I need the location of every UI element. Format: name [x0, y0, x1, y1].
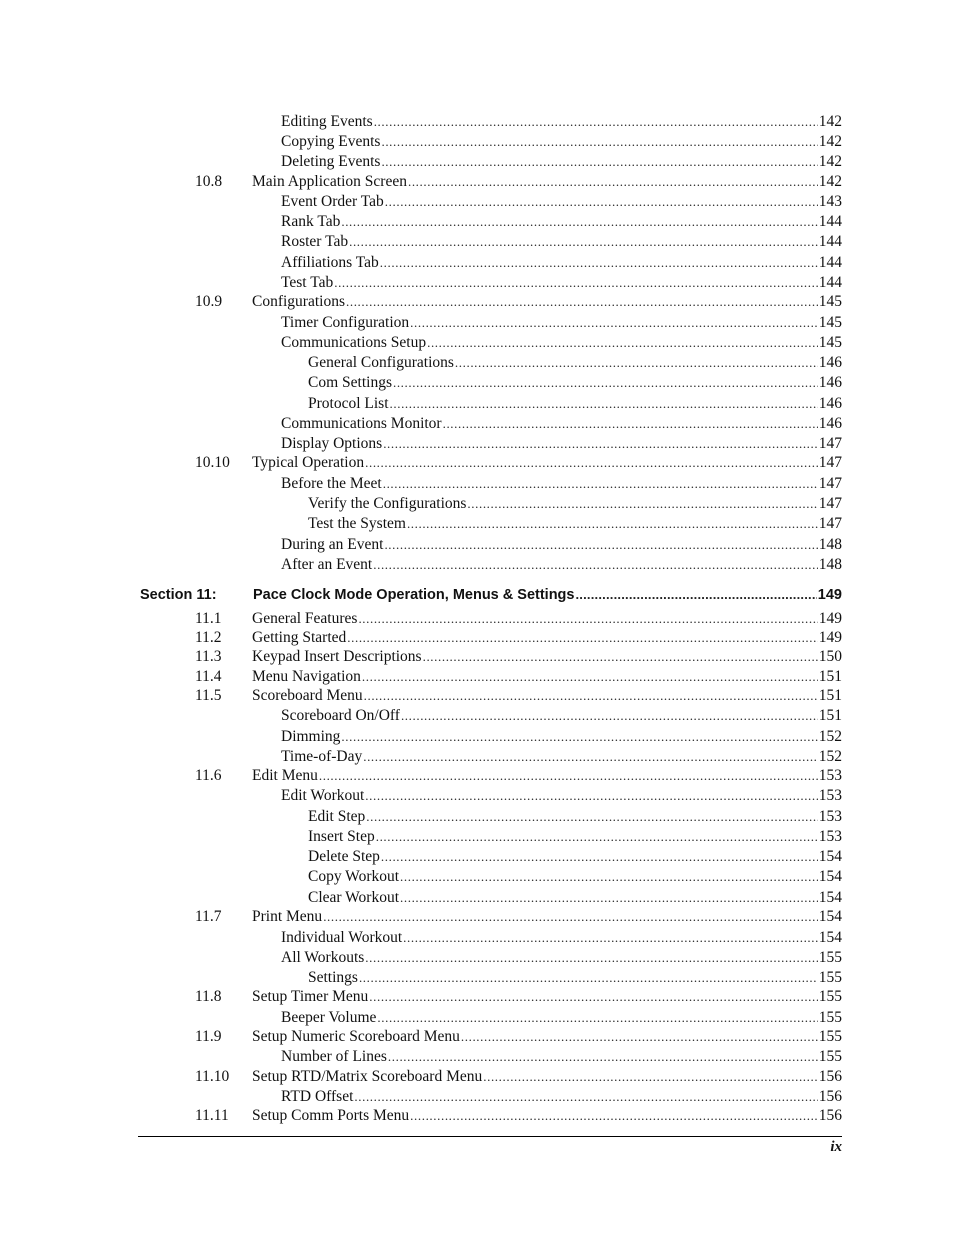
- toc-entry-page: 147: [818, 435, 842, 452]
- dot-leader: [383, 434, 818, 454]
- toc-entry: [0, 888, 954, 908]
- toc-entry: [0, 192, 954, 212]
- toc-entry-link[interactable]: [308, 807, 842, 827]
- toc-entry: [0, 535, 954, 555]
- dot-leader: [383, 474, 818, 494]
- toc-entry: [0, 1047, 954, 1067]
- toc-entry-page: 155: [818, 949, 842, 966]
- toc-entry-title: Keypad Insert Descriptions: [252, 648, 422, 665]
- toc-entry-link[interactable]: [252, 292, 842, 312]
- toc-section-heading: [0, 585, 954, 605]
- toc-entry-title: During an Event: [281, 536, 384, 553]
- toc-entry-page: 145: [818, 293, 842, 310]
- toc-entry: [0, 706, 954, 726]
- toc-entry-page: 146: [818, 415, 842, 432]
- toc-entry-title: Main Application Screen: [252, 173, 407, 190]
- toc-entry: [0, 394, 954, 414]
- dot-leader: [385, 192, 818, 212]
- dot-leader: [334, 273, 818, 293]
- toc-entry-link[interactable]: [252, 453, 842, 473]
- dot-leader: [390, 394, 818, 414]
- toc-entry-number: 11.5: [195, 687, 222, 704]
- dot-leader: [467, 494, 817, 514]
- toc-entry-link[interactable]: [308, 494, 842, 514]
- toc-entry: [0, 928, 954, 948]
- toc-entry-link[interactable]: [252, 1027, 842, 1047]
- dot-leader: [407, 514, 818, 534]
- toc-entry-link[interactable]: [281, 434, 842, 454]
- dot-leader: [365, 453, 818, 473]
- toc-entry: [0, 1067, 954, 1087]
- toc-entry-title: Settings: [308, 969, 358, 986]
- toc-entry-number: 11.9: [195, 1028, 222, 1045]
- toc-entry-link[interactable]: [281, 928, 842, 948]
- toc-entry-link[interactable]: [281, 1087, 842, 1107]
- toc-entry-link[interactable]: [281, 414, 842, 434]
- toc-entry-title: All Workouts: [281, 949, 365, 966]
- toc-entry-page: 155: [818, 1028, 842, 1045]
- dot-leader: [381, 847, 818, 867]
- toc-entry: [0, 112, 954, 132]
- toc-entry: [0, 292, 954, 312]
- dot-leader: [377, 1008, 817, 1028]
- toc-entry-page: 142: [818, 173, 842, 190]
- toc-entry: [0, 232, 954, 252]
- toc-entry-page: 149: [818, 629, 842, 646]
- toc-entry-link[interactable]: [308, 353, 842, 373]
- toc-entry-title: Setup Timer Menu: [252, 988, 369, 1005]
- toc-entry-page: 155: [818, 969, 842, 986]
- toc-entry-title: Editing Events: [281, 113, 373, 130]
- dot-leader: [364, 686, 818, 706]
- toc-entry-number: 11.7: [195, 908, 222, 925]
- dot-leader: [363, 747, 818, 767]
- dot-leader: [410, 313, 818, 333]
- toc-entry-link[interactable]: [308, 867, 842, 887]
- toc-entry-page: 142: [818, 133, 842, 150]
- toc-entry-link[interactable]: [281, 535, 842, 555]
- dot-leader: [423, 647, 818, 667]
- toc-entry-number: 11.2: [195, 629, 222, 646]
- toc-entry-link[interactable]: [281, 1008, 842, 1028]
- toc-entry-page: 144: [818, 233, 842, 250]
- dot-leader: [323, 907, 818, 927]
- toc-entry-title: Edit Menu: [252, 767, 318, 784]
- toc-entry-title: Number of Lines: [281, 1048, 387, 1065]
- toc-entry: [0, 907, 954, 927]
- toc-entry-link[interactable]: [281, 273, 842, 293]
- dot-leader: [358, 609, 817, 629]
- toc-entry-link[interactable]: [281, 152, 842, 172]
- toc-entry-link[interactable]: [308, 847, 842, 867]
- dot-leader: [341, 727, 817, 747]
- toc-entry-page: 153: [818, 808, 842, 825]
- toc-entry-title: Edit Workout: [281, 787, 365, 804]
- toc-entry: [0, 867, 954, 887]
- dot-leader: [346, 292, 818, 312]
- toc-entry-page: 153: [818, 767, 842, 784]
- toc-entry-page: 142: [818, 113, 842, 130]
- toc-entry-link[interactable]: [252, 907, 842, 927]
- dot-leader: [373, 555, 818, 575]
- toc-entry-title: Print Menu: [252, 908, 323, 925]
- toc-entry-title: Event Order Tab: [281, 193, 384, 210]
- toc-entry-page: 146: [818, 354, 842, 371]
- toc-entry-page: 143: [818, 193, 842, 210]
- toc-entry-page: 144: [818, 274, 842, 291]
- dot-leader: [365, 948, 817, 968]
- footer-rule: [138, 1136, 842, 1137]
- toc-entry-link[interactable]: [308, 888, 842, 908]
- toc-entry-page: 148: [818, 556, 842, 573]
- toc-entry: [0, 667, 954, 687]
- toc-entry: [0, 1008, 954, 1028]
- toc-entry-link[interactable]: [281, 948, 842, 968]
- dot-leader: [410, 1106, 818, 1126]
- toc-entry-title: Communications Monitor: [281, 415, 442, 432]
- toc-entry: [0, 474, 954, 494]
- toc-entry-page: 154: [818, 848, 842, 865]
- toc-entry: [0, 827, 954, 847]
- toc-entry-title: Protocol List: [308, 395, 389, 412]
- toc-entry-number: 11.8: [195, 988, 222, 1005]
- toc-entry-page: 154: [818, 889, 842, 906]
- toc-entry-title: Time-of-Day: [281, 748, 363, 765]
- toc-entry-page: 146: [818, 374, 842, 391]
- toc-entry: [0, 494, 954, 514]
- toc-entry-title: Menu Navigation: [252, 668, 361, 685]
- toc-entry-title: Affiliations Tab: [281, 254, 379, 271]
- toc-entry-page: 144: [818, 213, 842, 230]
- toc-entry-page: 155: [818, 1048, 842, 1065]
- toc-entry-title: Pace Clock Mode Operation, Menus & Settings: [253, 587, 575, 603]
- toc-entry-number: 11.4: [195, 668, 222, 685]
- toc-entry-page: 151: [818, 668, 842, 685]
- dot-leader: [403, 928, 818, 948]
- dot-leader: [381, 132, 817, 152]
- toc-entry-page: 152: [818, 728, 842, 745]
- toc-entry-link[interactable]: [281, 706, 842, 726]
- toc-entry: [0, 212, 954, 232]
- toc-entry-link[interactable]: [253, 585, 842, 605]
- toc-entry-link[interactable]: [281, 253, 842, 273]
- dot-leader: [369, 987, 817, 1007]
- toc-entry-number: 11.11: [195, 1107, 229, 1124]
- dot-leader: [376, 827, 818, 847]
- toc-entry-link[interactable]: [252, 609, 842, 629]
- toc-entry-link[interactable]: [281, 747, 842, 767]
- dot-leader: [354, 1087, 817, 1107]
- toc-entry-link[interactable]: [252, 172, 842, 192]
- toc-entry: [0, 414, 954, 434]
- toc-entry: [0, 555, 954, 575]
- dot-leader: [319, 766, 818, 786]
- toc-entry: [0, 353, 954, 373]
- toc-entry-page: 156: [818, 1107, 842, 1124]
- toc-entry-link[interactable]: [252, 628, 842, 648]
- toc-entry-page: 151: [818, 687, 842, 704]
- toc-entry-link[interactable]: [252, 766, 842, 786]
- dot-leader: [427, 333, 818, 353]
- toc-entry: [0, 1027, 954, 1047]
- toc-entry-link[interactable]: [281, 727, 842, 747]
- toc-entry: [0, 273, 954, 293]
- toc-entry-title: Clear Workout: [308, 889, 400, 906]
- dot-leader: [365, 786, 817, 806]
- dot-leader: [443, 414, 818, 434]
- toc-entry-page: 153: [818, 787, 842, 804]
- toc-entry: [0, 514, 954, 534]
- dot-leader: [575, 585, 816, 605]
- toc-entry-page: 145: [818, 334, 842, 351]
- toc-entry-page: 152: [818, 748, 842, 765]
- toc-entry-title: Copying Events: [281, 133, 381, 150]
- toc-entry: [0, 968, 954, 988]
- toc-entry-page: 151: [818, 707, 842, 724]
- toc-entry-link[interactable]: [281, 474, 842, 494]
- toc-entry-title: Verify the Configurations: [308, 495, 467, 512]
- toc-entry-number: 11.3: [195, 648, 222, 665]
- toc-entry-link[interactable]: [281, 313, 842, 333]
- toc-entry: [0, 253, 954, 273]
- toc-entry-title: Individual Workout: [281, 929, 403, 946]
- toc-entry: [0, 786, 954, 806]
- toc-entry: [0, 807, 954, 827]
- dot-leader: [362, 667, 818, 687]
- toc-entry-page: 147: [818, 515, 842, 532]
- toc-entry-title: RTD Offset: [281, 1088, 354, 1105]
- dot-leader: [461, 1027, 818, 1047]
- toc-entry-link[interactable]: [252, 1067, 842, 1087]
- toc-entry: [0, 747, 954, 767]
- toc-entry-link[interactable]: [281, 333, 842, 353]
- dot-leader: [366, 807, 817, 827]
- toc-entry-page: 149: [818, 610, 842, 627]
- toc-entry-link[interactable]: [281, 212, 842, 232]
- dot-leader: [400, 867, 818, 887]
- toc-entry-title: Setup RTD/Matrix Scoreboard Menu: [252, 1068, 483, 1085]
- page-number: ix: [830, 1139, 842, 1155]
- toc-entry-title: Dimming: [281, 728, 341, 745]
- toc-entry-link[interactable]: [252, 686, 842, 706]
- dot-leader: [341, 212, 817, 232]
- toc-entry-title: Timer Configuration: [281, 314, 410, 331]
- dot-leader: [483, 1067, 818, 1087]
- dot-leader: [401, 706, 818, 726]
- toc-entry: [0, 434, 954, 454]
- toc-entry-number: 11.1: [195, 610, 222, 627]
- toc-entry-title: Setup Comm Ports Menu: [252, 1107, 410, 1124]
- toc-entry-page: 147: [818, 495, 842, 512]
- toc-entry-title: Deleting Events: [281, 153, 381, 170]
- toc-entry: [0, 987, 954, 1007]
- toc-entry-link[interactable]: [281, 555, 842, 575]
- toc-entry: [0, 333, 954, 353]
- toc-entry-page: 154: [818, 908, 842, 925]
- toc-entry-page: 155: [818, 988, 842, 1005]
- toc-entry-title: General Configurations: [308, 354, 454, 371]
- toc-entry-title: Com Settings: [308, 374, 392, 391]
- toc-entry-link[interactable]: [252, 647, 842, 667]
- toc-entry-title: Copy Workout: [308, 868, 400, 885]
- toc-entry-title: Typical Operation: [252, 454, 365, 471]
- dot-leader: [374, 112, 818, 132]
- toc-entry-title: Display Options: [281, 435, 383, 452]
- toc-entry: [0, 766, 954, 786]
- toc-entry-page: 149: [817, 587, 842, 603]
- toc-entry-title: Insert Step: [308, 828, 375, 845]
- dot-leader: [455, 353, 818, 373]
- toc-entry-link[interactable]: [252, 987, 842, 1007]
- toc-entry-title: Roster Tab: [281, 233, 349, 250]
- toc-entry-page: 148: [818, 536, 842, 553]
- toc-entry-title: Test the System: [308, 515, 406, 532]
- toc-entry: [0, 453, 954, 473]
- toc-entry-page: 154: [818, 868, 842, 885]
- toc-entry-title: Delete Step: [308, 848, 380, 865]
- toc-entry-number: Section 11:: [140, 587, 217, 603]
- toc-entry-link[interactable]: [308, 514, 842, 534]
- toc-entry-title: Rank Tab: [281, 213, 341, 230]
- dot-leader: [384, 535, 817, 555]
- toc-entry-title: Scoreboard Menu: [252, 687, 363, 704]
- toc-entry: [0, 373, 954, 393]
- dot-leader: [347, 628, 817, 648]
- toc-entry-title: General Features: [252, 610, 358, 627]
- toc-entry: [0, 628, 954, 648]
- toc-entry-page: 156: [818, 1088, 842, 1105]
- toc-entry: [0, 609, 954, 629]
- toc-entry: [0, 132, 954, 152]
- toc-entry-link[interactable]: [281, 132, 842, 152]
- toc-entry: [0, 313, 954, 333]
- toc-entry-page: 146: [818, 395, 842, 412]
- toc-entry-title: Configurations: [252, 293, 345, 310]
- toc-entry-link[interactable]: [281, 192, 842, 212]
- toc-entry-page: 147: [818, 475, 842, 492]
- toc-entry-link[interactable]: [252, 1106, 842, 1126]
- toc-entry-page: 142: [818, 153, 842, 170]
- toc-entry-page: 145: [818, 314, 842, 331]
- toc-entry-page: 155: [818, 1009, 842, 1026]
- toc-entry-title: Test Tab: [281, 274, 334, 291]
- toc-entry-page: 153: [818, 828, 842, 845]
- toc-entry-title: Communications Setup: [281, 334, 427, 351]
- toc-entry-title: Edit Step: [308, 808, 366, 825]
- toc-entry: [0, 172, 954, 192]
- toc-entry-link[interactable]: [308, 827, 842, 847]
- toc-entry-number: 10.8: [195, 173, 223, 190]
- dot-leader: [381, 152, 817, 172]
- toc-entry-number: 10.9: [195, 293, 223, 310]
- dot-leader: [393, 373, 818, 393]
- toc-entry-number: 11.10: [195, 1068, 230, 1085]
- toc-entry-title: After an Event: [281, 556, 373, 573]
- dot-leader: [349, 232, 818, 252]
- toc-entry-page: 147: [818, 454, 842, 471]
- toc-entry-page: 156: [818, 1068, 842, 1085]
- dot-leader: [380, 253, 818, 273]
- dot-leader: [400, 888, 818, 908]
- dot-leader: [408, 172, 818, 192]
- toc-entry-number: 11.6: [195, 767, 222, 784]
- toc-entry-title: Before the Meet: [281, 475, 382, 492]
- toc-entry: [0, 847, 954, 867]
- toc-entry-link[interactable]: [308, 394, 842, 414]
- toc-entry-title: Scoreboard On/Off: [281, 707, 400, 724]
- toc-entry: [0, 647, 954, 667]
- toc-entry: [0, 686, 954, 706]
- toc-entry: [0, 948, 954, 968]
- toc-entry: [0, 152, 954, 172]
- toc-entry-page: 150: [818, 648, 842, 665]
- toc-entry-number: 10.10: [195, 454, 230, 471]
- toc-entry-page: 144: [818, 254, 842, 271]
- toc-entry-link[interactable]: [281, 786, 842, 806]
- toc-entry-link[interactable]: [281, 112, 842, 132]
- toc-entry: [0, 1087, 954, 1107]
- toc-entry-link[interactable]: [308, 968, 842, 988]
- dot-leader: [359, 968, 818, 988]
- toc-entry: [0, 727, 954, 747]
- toc-entry-title: Setup Numeric Scoreboard Menu: [252, 1028, 460, 1045]
- toc-entry-link[interactable]: [281, 1047, 842, 1067]
- toc-entry: [0, 1106, 954, 1126]
- toc-entry-title: Beeper Volume: [281, 1009, 377, 1026]
- toc-entry-page: 154: [818, 929, 842, 946]
- toc-entry-title: Getting Started: [252, 629, 347, 646]
- toc-entry-link[interactable]: [308, 373, 842, 393]
- toc-entry-link[interactable]: [281, 232, 842, 252]
- dot-leader: [388, 1047, 818, 1067]
- toc-entry-link[interactable]: [252, 667, 842, 687]
